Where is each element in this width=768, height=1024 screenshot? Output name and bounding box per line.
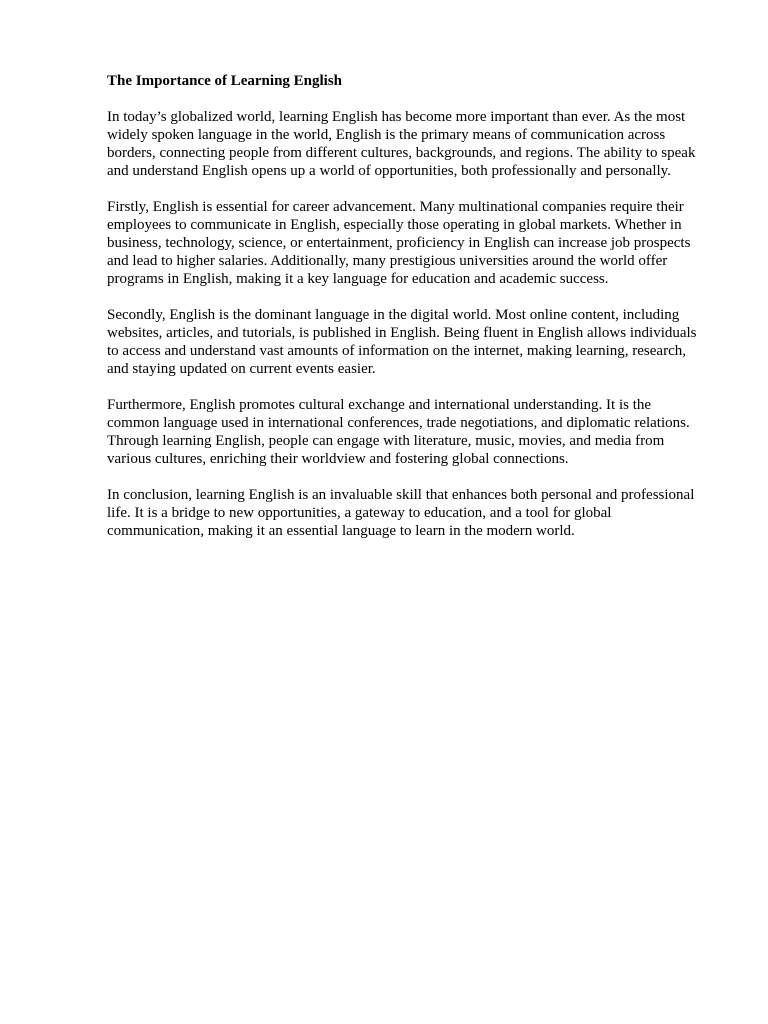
- paragraph-career: Firstly, English is essential for career advancement. Many multinational companies require their employees to communicate in English, especially those operating in global markets. Whether in business, technology, science, or entertainment, proficiency in English can increase job prospects and lead to higher salaries. Additionally, many prestigious universities around the world offer programs in English, making it a key language for education and academic success.: [107, 199, 691, 287]
- document-body: [107, 72, 699, 558]
- paragraph-introduction: In today’s globalized world, learning English has become more important than ever. As the most widely spoken language in the world, English is the primary means of communication across borders, connecting people from different cultures, backgrounds, and regions. The ability to speak and understand English opens up a world of opportunities, both professionally and personally.: [107, 109, 696, 179]
- document-title: The Importance of Learning English: [107, 73, 343, 89]
- paragraph-digital: Secondly, English is the dominant language in the digital world. Most online content, including websites, articles, and tutorials, is published in English. Being fluent in English allows individuals to access and understand vast amounts of information on the internet, making learning, research, and staying updated on current events easier.: [107, 307, 697, 377]
- paragraph-conclusion: In conclusion, learning English is an invaluable skill that enhances both personal and professional life. It is a bridge to new opportunities, a gateway to education, and a tool for global communication, making it an essential language to learn in the modern world.: [107, 487, 695, 539]
- paragraph-cultural: Furthermore, English promotes cultural exchange and international understanding. It is the common language used in international conferences, trade negotiations, and diplomatic relations. Through learning English, people can engage with literature, music, movies, and media from various cultures, enriching their worldview and fostering global connections.: [107, 397, 690, 467]
